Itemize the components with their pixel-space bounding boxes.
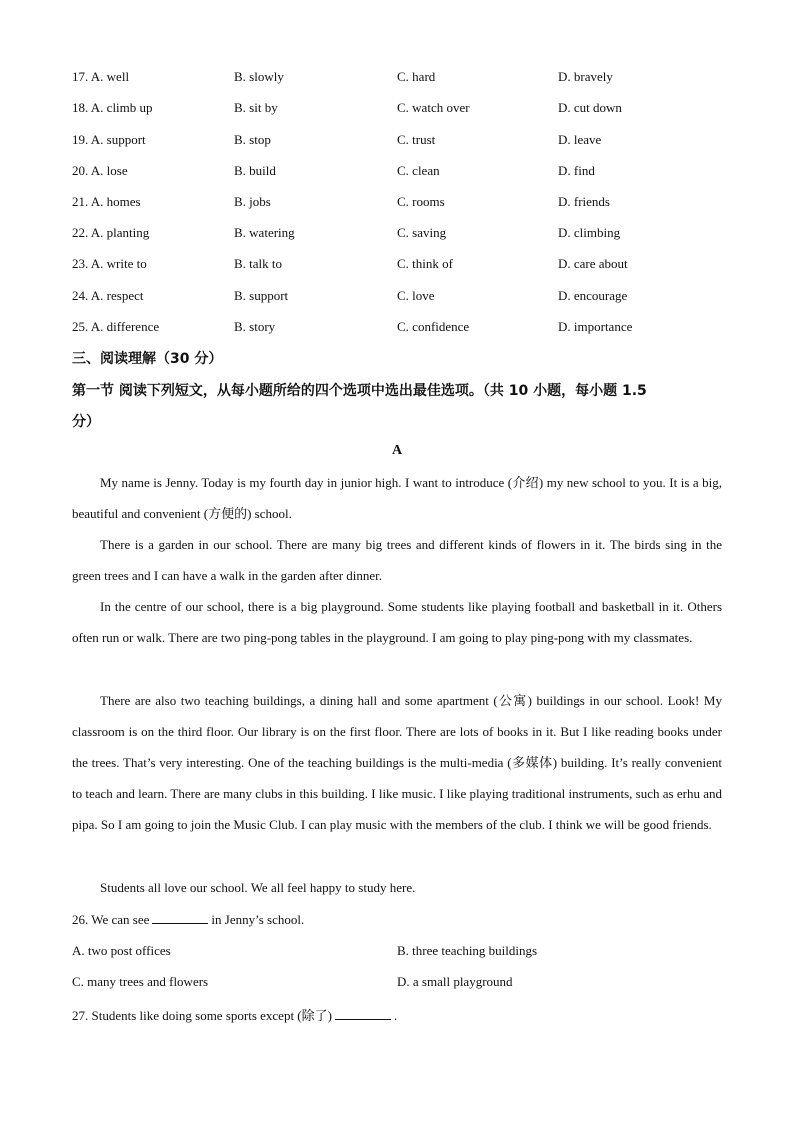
option-b: B. talk to: [234, 256, 283, 271]
part-instruction: 第一节 阅读下列短文，从每小题所给的四个选项中选出最佳选项。（共 10 小题，每小题 1.5: [72, 383, 647, 399]
option-b: B. jobs: [234, 194, 271, 209]
part-instruction-continued: 分）: [72, 414, 100, 430]
option-a: 21. A. homes: [72, 194, 141, 209]
paragraph-text: Students all love our school. We all feel happy to study here.: [100, 880, 416, 895]
cloze-option-row-25: [0, 319, 794, 339]
option-a: 24. A. respect: [72, 288, 144, 303]
option-c: C. love: [397, 288, 435, 303]
paragraph-1: [72, 467, 722, 529]
question-26: [72, 911, 304, 928]
cloze-option-row-18: [0, 100, 794, 120]
question-stem: 27. Students like doing some sports except (除了): [72, 1008, 332, 1023]
option-d: D. friends: [558, 194, 610, 209]
paragraph-5: [72, 872, 722, 903]
option-c: C. rooms: [397, 194, 445, 209]
option-d: D. bravely: [558, 69, 613, 84]
passage-label: A: [391, 443, 403, 458]
option-c: C. trust: [397, 132, 436, 147]
paragraph-4: [72, 685, 722, 840]
cloze-option-row-21: [0, 194, 794, 214]
option-d: D. cut down: [558, 100, 622, 115]
option-d: D. care about: [558, 256, 628, 271]
option-c: C. many trees and flowers: [72, 974, 209, 989]
option-b: B. support: [234, 288, 289, 303]
cloze-option-row-20: [0, 163, 794, 183]
option-c: C. clean: [397, 163, 440, 178]
answer-blank: [335, 1007, 391, 1020]
option-d: D. find: [558, 163, 595, 178]
option-a: A. two post offices: [72, 943, 171, 958]
option-a: 18. A. climb up: [72, 100, 153, 115]
option-b: B. stop: [234, 132, 271, 147]
question-stem: 26. We can see: [72, 912, 150, 927]
paragraph-text: My name is Jenny. Today is my fourth day in junior high. I want to introduce (介绍) my new school to you. It is a big, beautiful and convenient (方便的) school.: [72, 475, 722, 521]
answer-blank: [152, 911, 208, 924]
paragraph-3: [72, 591, 722, 653]
cloze-option-row-22: [0, 225, 794, 245]
option-a: 25. A. difference: [72, 319, 160, 334]
option-d: D. climbing: [558, 225, 621, 240]
option-b: B. sit by: [234, 100, 278, 115]
paragraph-text: There are also two teaching buildings, a dining hall and some apartment (公寓) buildings in our school. Look! My classroom is on the third floor. Our library is on the first floor. There are lots of books in it. But I like reading books under the trees. That’s very interesting. One of the teaching buildings is the multi-media (多媒体) building. It’s really convenient to teach and learn. There are many clubs in this building. I like music. I like playing traditional instruments, such as erhu and pipa. So I am going to join the Music Club. I can play music with the members of the club. I think we will be good friends.: [72, 693, 722, 832]
option-d: D. importance: [558, 319, 633, 334]
option-b: B. slowly: [234, 69, 284, 84]
question-26-options-row-2: [0, 974, 794, 994]
question-26-options-row-1: [0, 943, 794, 963]
option-b: B. three teaching buildings: [397, 943, 538, 958]
option-b: B. watering: [234, 225, 295, 240]
cloze-option-row-17: [0, 69, 794, 89]
option-c: C. confidence: [397, 319, 470, 334]
option-b: B. story: [234, 319, 276, 334]
section-title: 三、阅读理解（30 分）: [72, 351, 223, 367]
option-c: C. think of: [397, 256, 453, 271]
paragraph-text: There is a garden in our school. There are many big trees and different kinds of flowers in it. The birds sing in the green trees and I can have a walk in the garden after dinner.: [72, 537, 722, 583]
option-d: D. leave: [558, 132, 602, 147]
paragraph-text: In the centre of our school, there is a big playground. Some students like playing football and basketball in it. Others often run or walk. There are two ping-pong tables in the playground. I am going to play ping-pong with my classmates.: [72, 599, 722, 645]
option-c: C. hard: [397, 69, 436, 84]
question-stem-end: in Jenny’s school.: [211, 912, 305, 927]
option-a: 23. A. write to: [72, 256, 147, 271]
cloze-option-row-23: [0, 256, 794, 276]
option-a: 20. A. lose: [72, 163, 128, 178]
paragraph-2: [72, 529, 722, 591]
cloze-option-row-24: [0, 288, 794, 308]
option-b: B. build: [234, 163, 276, 178]
cloze-option-row-19: [0, 132, 794, 152]
option-a: 17. A. well: [72, 69, 130, 84]
option-c: C. watch over: [397, 100, 470, 115]
question-27: [72, 1005, 397, 1024]
option-d: D. encourage: [558, 288, 628, 303]
question-stem-end: .: [393, 1008, 398, 1023]
option-c: C. saving: [397, 225, 447, 240]
option-d: D. a small playground: [397, 974, 513, 989]
option-a: 22. A. planting: [72, 225, 150, 240]
option-a: 19. A. support: [72, 132, 146, 147]
